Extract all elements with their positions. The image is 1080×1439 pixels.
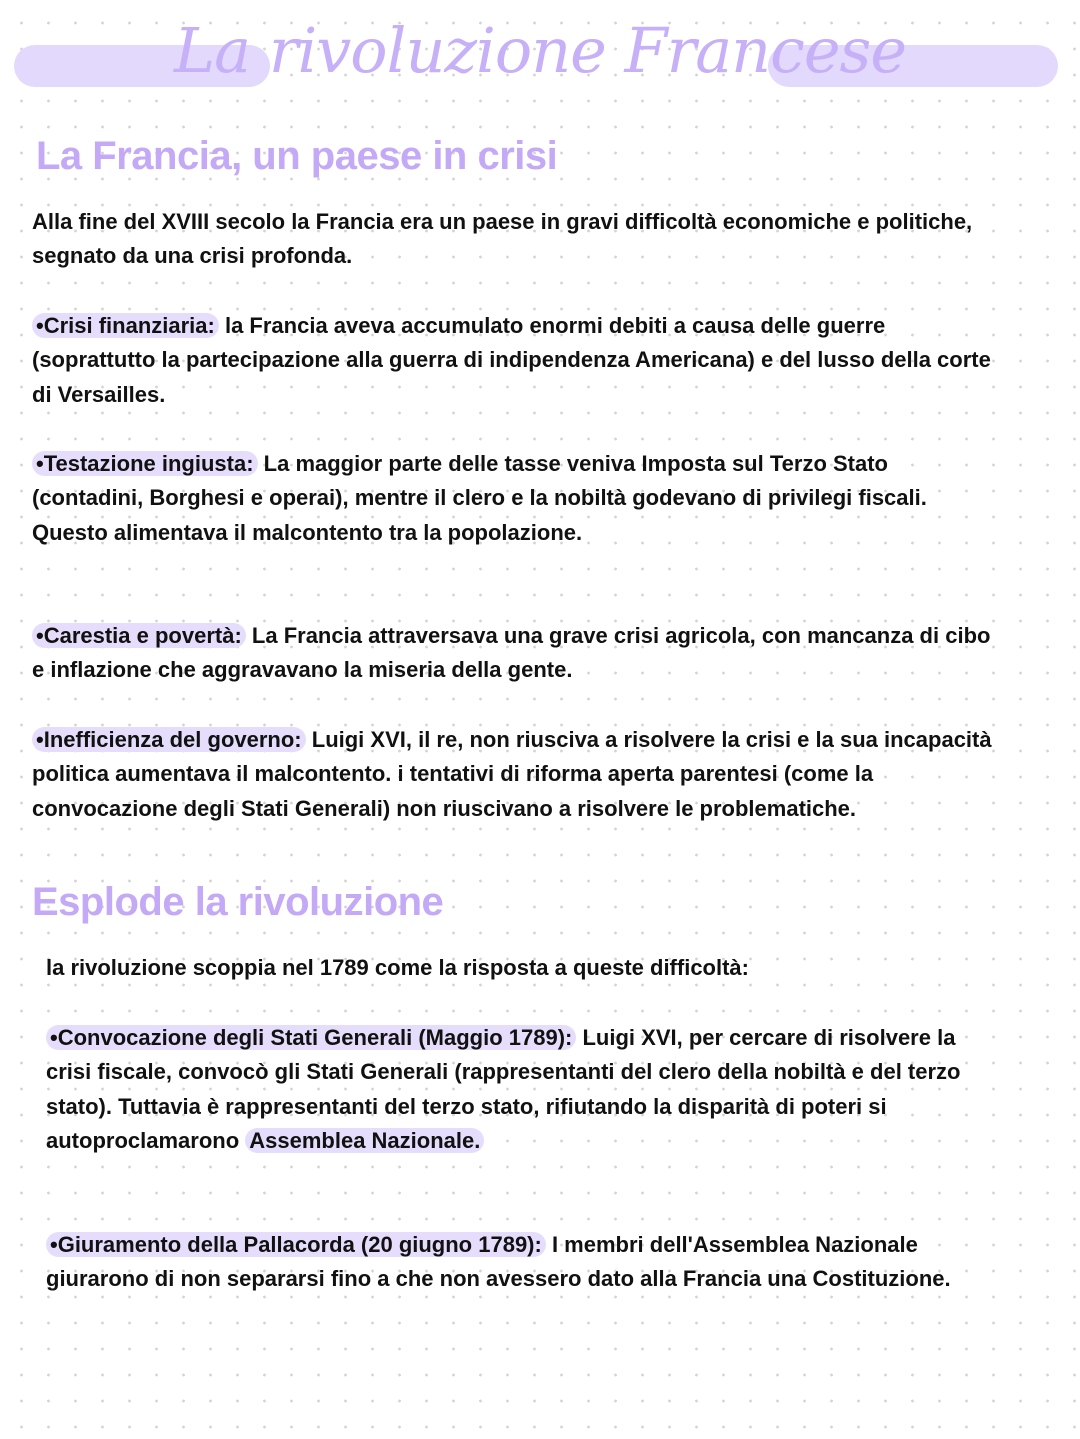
- bullet-item: [46, 1021, 976, 1158]
- bullet-text: La maggior parte delle tasse veniva Imposta sul Terzo Stato (contadini, Borghesi e operai), mentre il clero e la nobiltà godevano di privilegi fiscali.: [32, 451, 927, 511]
- bullet-item: [46, 1228, 976, 1297]
- bullet-label: •Crisi finanziaria:: [32, 313, 219, 338]
- bullet-text: la Francia aveva accumulato enormi debiti a causa delle guerre (soprattutto la partecipazione alla guerra di indipendenza Americana) e del lusso della corte di Versailles.: [32, 313, 991, 407]
- section-heading: Esplode la rivoluzione: [32, 880, 444, 924]
- bullet-text: I membri dell'Assemblea Nazionale giurarono di non separarsi fino a che non avessero dato alla Francia una Costituzione.: [46, 1232, 951, 1292]
- bullet-text: Luigi XVI, il re, non riusciva a risolvere la crisi e la sua incapacità politica aumentava il malcontento. i tentativi di riforma aperta parentesi (come la convocazione degli Stati Generali) non riuscivano a risolvere le problematiche.: [32, 727, 992, 821]
- bullet-label: •Testazione ingiusta:: [32, 451, 258, 476]
- bullet-text: Questo alimentava il malcontento tra la popolazione.: [32, 519, 583, 545]
- bullet-item: [32, 619, 992, 688]
- bullet-label: •Convocazione degli Stati Generali (Maggio 1789):: [46, 1025, 576, 1050]
- bullet-text: Luigi XVI, per cercare di risolvere la crisi fiscale, convocò gli Stati Generali (rappresentanti del clero della nobiltà e del terzo stato). Tuttavia è rappresentanti del terzo stato, rifiutando la disparità di poteri si autoproclamarono: [46, 1025, 961, 1153]
- bullet-item: [32, 723, 992, 826]
- paragraph: Alla fine del XVIII secolo la Francia era un paese in gravi difficoltà economiche e politiche, segnato da una crisi profonda.: [32, 209, 973, 269]
- bullet-item: [32, 447, 992, 550]
- page-title: La rivoluzione Francese: [173, 14, 907, 87]
- bullet-label: •Carestia e povertà:: [32, 623, 246, 648]
- section-heading: La Francia, un paese in crisi: [36, 134, 558, 178]
- highlighted-term: Assemblea Nazionale.: [245, 1128, 484, 1153]
- bullet-label: •Inefficienza del governo:: [32, 727, 306, 752]
- bullet-text: La Francia attraversava una grave crisi agricola, con mancanza di cibo e inflazione che aggravavano la miseria della gente.: [32, 623, 991, 683]
- bullet-label: •Giuramento della Pallacorda (20 giugno 1789):: [46, 1232, 546, 1257]
- paragraph: la rivoluzione scoppia nel 1789 come la risposta a queste difficoltà:: [46, 955, 749, 980]
- bullet-item: [32, 309, 992, 412]
